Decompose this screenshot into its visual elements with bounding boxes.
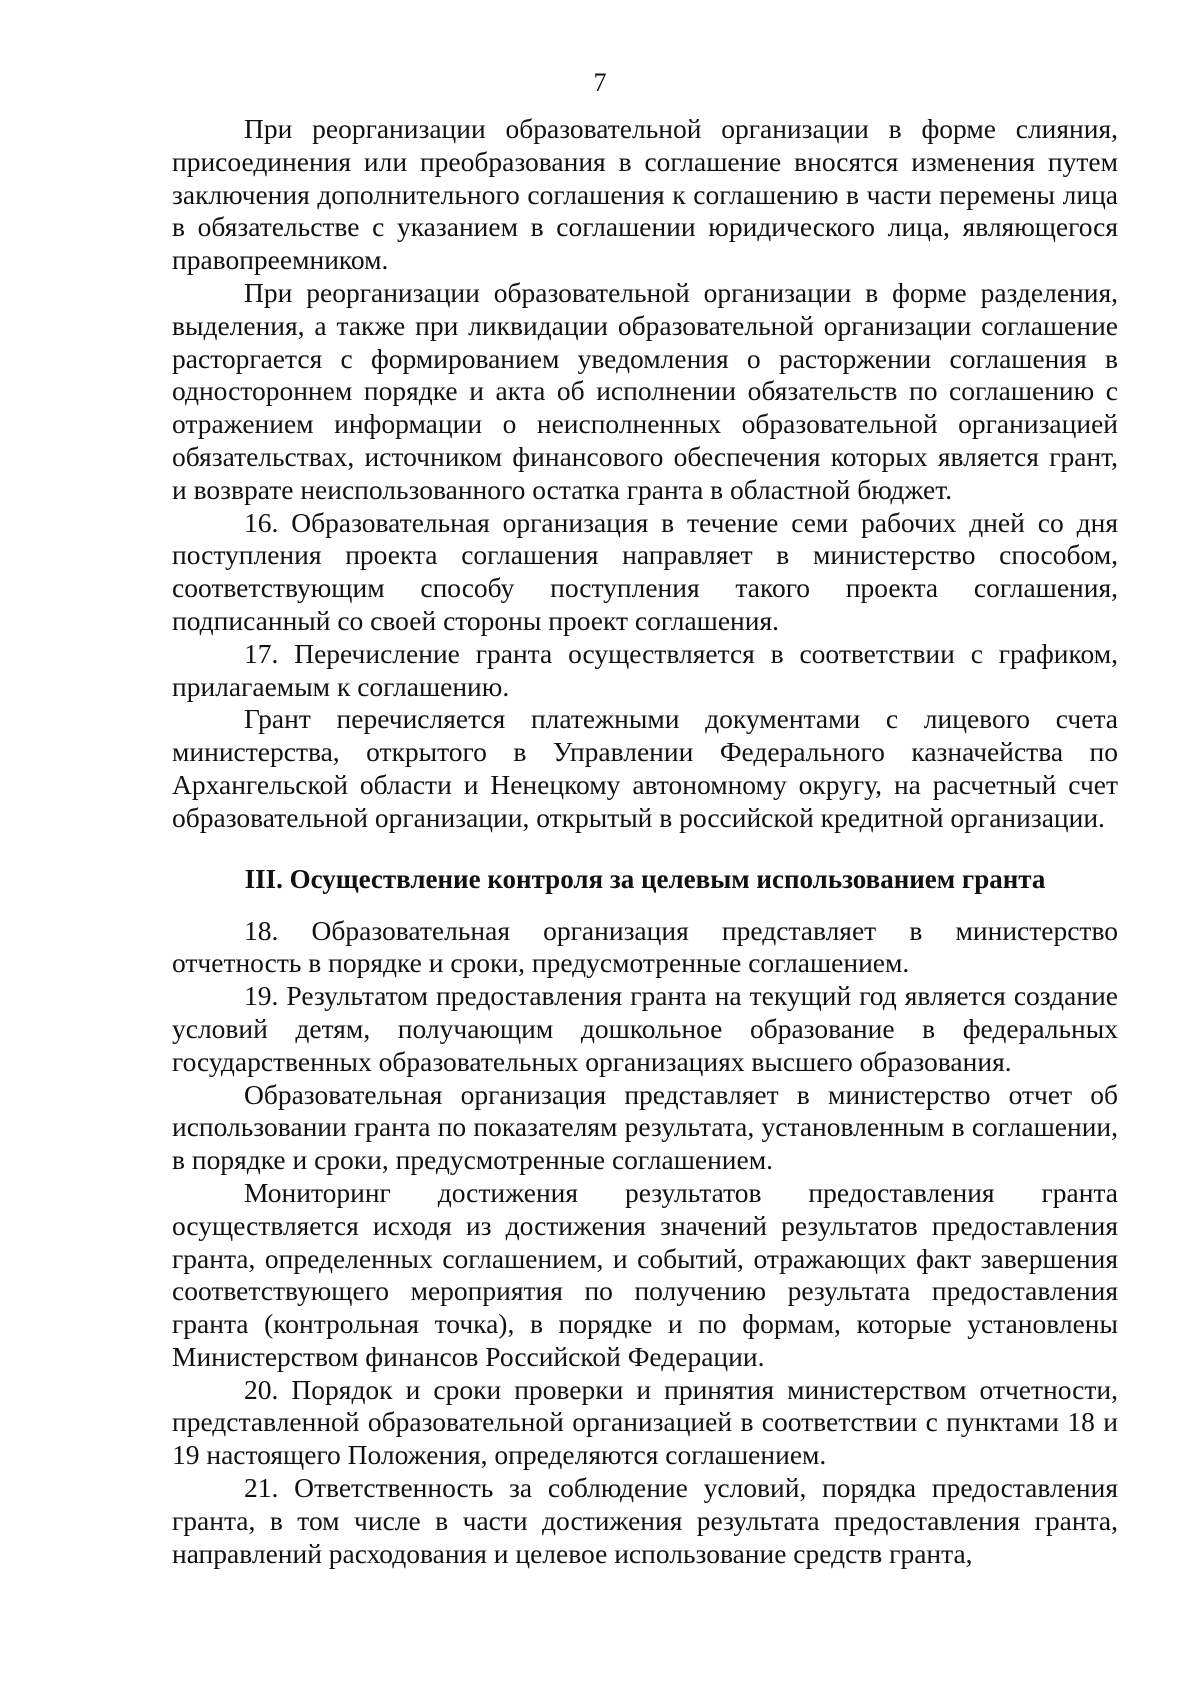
paragraph-item-18: 18. Образовательная организация представляет в министерство отчетность в порядке и сроки, предусмотренные соглашением. — [172, 914, 1118, 979]
paragraph-reorganization-merger: При реорганизации образовательной организации в форме слияния, присоединения или преобразования в соглашение вносятся изменения путем заключения дополнительного соглашения к соглашению в части перемены лица в обязательстве с указанием в соглашении юридического лица, являющегося правопреемником. — [172, 113, 1118, 276]
paragraph-item-21: 21. Ответственность за соблюдение условий, порядка предоставления гранта, в том числе в части достижения результата предоставления гранта, направлений расходования и целевое использование средств гранта, — [172, 1472, 1118, 1569]
section-heading: III. Осуществление контроля за целевым использованием гранта — [244, 863, 1046, 894]
paragraph-item-20: 20. Порядок и сроки проверки и принятия министерством отчетности, представленной образовательной организацией в соответствии с пунктами 18 и 19 настоящего Положения, определяются соглашением. — [172, 1373, 1118, 1471]
paragraph-monitoring: Мониторинг достижения результатов предоставления гранта осуществляется исходя из достижения значений результатов предоставления гранта, определенных соглашением, и событий, отражающих факт завершения соответствующего мероприятия по получению результата предоставления гранта (контрольная точка), в порядке и по формам, которые установлены Министерством финансов Российской Федерации. — [172, 1176, 1118, 1372]
page-number: 7 — [593, 68, 607, 97]
paragraph-report: Образовательная организация представляет в министерство отчет об использовании гранта по показателям результата, установленным в соглашении, в порядке и сроки, предусмотренные соглашением. — [172, 1078, 1118, 1176]
paragraph-item-17: 17. Перечисление гранта осуществляется в соответствии с графиком, прилагаемым к соглашению. — [172, 637, 1118, 702]
paragraph-item-19: 19. Результатом предоставления гранта на текущий год является создание условий детям, получающим дошкольное образование в федеральных государственных образовательных организациях высшего образования. — [172, 980, 1118, 1077]
paragraph-reorganization-division: При реорганизации образовательной организации в форме разделения, выделения, а также при ликвидации образовательной организации соглашение расторгается с формированием уведомления о расторжении соглашения в одностороннем порядке и акта об исполнении обязательств по соглашению с отражением информации о неисполненных образовательной организацией обязательствах, источником финансового обеспечения которых является грант, и возврате неиспользованного остатка гранта в областной бюджет. — [172, 276, 1118, 505]
paragraph-grant-transfer: Грант перечисляется платежными документами с лицевого счета министерства, открытого в Управлении Федерального казначейства по Архангельской области и Ненецкому автономному округу, на расчетный счет образовательной организации, открытый в российской кредитной организации. — [172, 703, 1118, 833]
document-body — [172, 113, 1118, 1570]
paragraph-item-16: 16. Образовательная организация в течение семи рабочих дней со дня поступления проекта соглашения направляет в министерство способом, соответствующим способу поступления такого проекта соглашения, подписанный со своей стороны проект соглашения. — [172, 506, 1118, 636]
